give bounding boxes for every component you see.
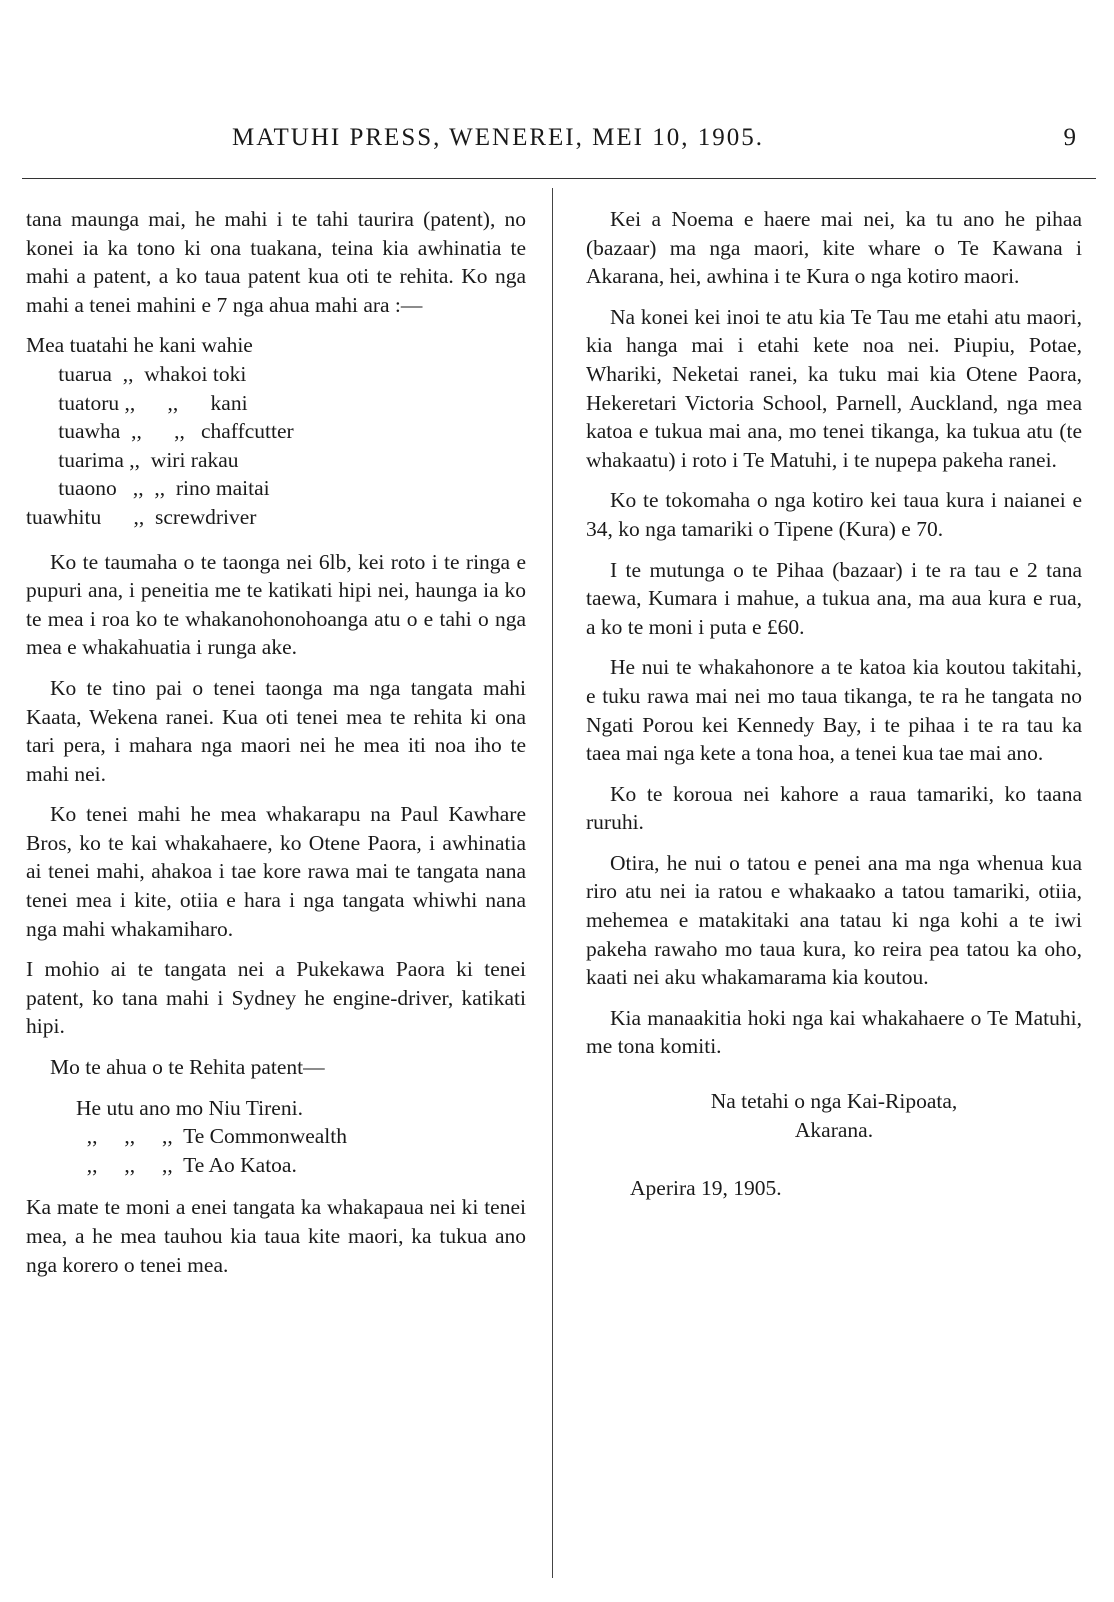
left-paragraph-7: Ka mate te moni a enei tangata ka whakapaua nei ki tenei mea, a he mea tauhou kia taua kite maori, ka tukua ano nga korero o tenei mea.: [26, 1195, 526, 1277]
left-paragraph-2: Ko te taumaha o te taonga nei 6lb, kei roto i te ringa e pupuri ana, i peneitia me te katikati hipi nei, haunga ia ko te mea i roa ko te whakanohonohoanga atu o e tahi o nga mea e whakahuatia i runga ake.: [26, 549, 526, 660]
tool-list-item: tuarua ,, whakoi toki: [26, 361, 247, 386]
right-paragraph-5: He nui te whakahonore a te katoa kia koutou takitahi, e tuku rawa mai nei mo taua tikanga, te ra he tangata no Ngati Porou kei Kennedy Bay, i te pihaa i te ra tau ka taea mai nga kete a tona hoa, a tenei kua tae mai ano.: [586, 655, 1082, 766]
tool-list-item: tuaono ,, ,, rino maitai: [26, 476, 270, 501]
patent-fee-item: ,, ,, ,, Te Ao Katoa.: [76, 1152, 297, 1177]
tool-list: [26, 331, 526, 531]
patent-fee-item: ,, ,, ,, Te Commonwealth: [76, 1124, 348, 1149]
right-paragraph-1: Kei a Noema e haere mai nei, ka tu ano he pihaa (bazaar) ma nga maori, kite whare o Te Kawana i Akarana, hei, awhina i te Kura o nga kotiro maori.: [586, 207, 1082, 289]
left-paragraph-5: I mohio ai te tangata nei a Pukekawa Paora ki tenei patent, ko tana mahi i Sydney he engine-driver, katikati hipi.: [26, 957, 526, 1039]
page-header: [0, 124, 1114, 160]
left-column: [26, 205, 526, 1291]
left-paragraph-4: Ko tenei mahi he mea whakarapu na Paul Kawhare Bros, ko te kai whakahaere, ko Otene Paora, i awhinatia ai tenei mahi, ahakoa i tae kore rawa mai te tangata nana tenei mea i kite, otiia e hara i nga tangata whiwhi nana nga mahi whakamiharo.: [26, 802, 526, 941]
tool-list-item: tuatoru ,, ,, kani: [26, 390, 248, 415]
right-paragraph-8: Kia manaakitia hoki nga kai whakahaere o Te Matuhi, me tona komiti.: [586, 1005, 1082, 1059]
signature-line: Na tetahi o nga Kai-Ripoata,: [710, 1089, 958, 1114]
right-paragraph-2: Na konei kei inoi te atu kia Te Tau me etahi atu maori, kia hanga mai i etahi kete noa nei. Piupiu, Potae, Whariki, Neketai ranei, ka tuku mai kia Otene Paora, Hekeretari Victoria School, Parnell, Auckland, nga mea katoa e tukua mai ana, mo tenei tikanga, ka tukua atu (te whakaatu) i roto i Te Matuhi, i te nupepa pakeha ranei.: [586, 304, 1082, 472]
column-divider: [552, 188, 553, 1578]
page-number: 9: [1063, 124, 1076, 151]
right-paragraph-4: I te mutunga o te Pihaa (bazaar) i te ra tau e 2 tana taewa, Kumara i mahue, a tukua ana, ma aua kura e rua, a ko te moni i puta e £60.: [586, 557, 1082, 639]
signature-block: [586, 1087, 1082, 1144]
tool-list-item: tuarima ,, wiri rakau: [26, 447, 239, 472]
tool-list-item: Mea tuatahi he kani wahie: [26, 333, 253, 358]
right-paragraph-7: Otira, he nui o tatou e penei ana ma nga whenua kua riro atu nei ia ratou e whakaako a tatou tamariki, otiia, mehemea e matakitaki ana tatau ki nga kohi a te iwi pakeha rawaho mo taua kura, ko reira pea tatou ka oho, kaati nei aku whakamarama kia koutou.: [586, 850, 1082, 990]
patent-fee-item: He utu ano mo Niu Tireni.: [76, 1095, 303, 1120]
right-paragraph-6: Ko te koroua nei kahore a raua tamariki, ko taana ruruhi.: [586, 781, 1082, 835]
dateline: Aperira 19, 1905.: [630, 1176, 782, 1201]
left-paragraph-6: Mo te ahua o te Rehita patent—: [50, 1055, 325, 1080]
signature-place: Akarana.: [794, 1117, 874, 1142]
patent-fee-list: [26, 1094, 526, 1180]
header-title: MATUHI PRESS, WENEREI, MEI 10, 1905.: [232, 124, 764, 151]
right-column: [586, 205, 1082, 1203]
right-paragraph-3: Ko te tokomaha o nga kotiro kei taua kura i naianei e 34, ko nga tamariki o Tipene (Kura) e 70.: [586, 488, 1082, 541]
tool-list-item: tuawha ,, ,, chaffcutter: [26, 419, 294, 444]
tool-list-item: tuawhitu ,, screwdriver: [26, 504, 257, 529]
header-rule: [22, 178, 1096, 179]
left-paragraph-1: tana maunga mai, he mahi i te tahi taurira (patent), no konei ia ka tono ki ona tuakana, teina kia awhinatia te mahi a patent, a ko taua patent kua oti te rehita. Ko nga mahi a tenei mahini e 7 nga ahua mahi ara :—: [26, 207, 526, 317]
left-paragraph-3: Ko te tino pai o tenei taonga ma nga tangata mahi Kaata, Wekena ranei. Kua oti tenei mea te rehita ki ona tari pera, i mahara nga maori nei he mea iti noa iho te mahi nei.: [26, 675, 526, 786]
